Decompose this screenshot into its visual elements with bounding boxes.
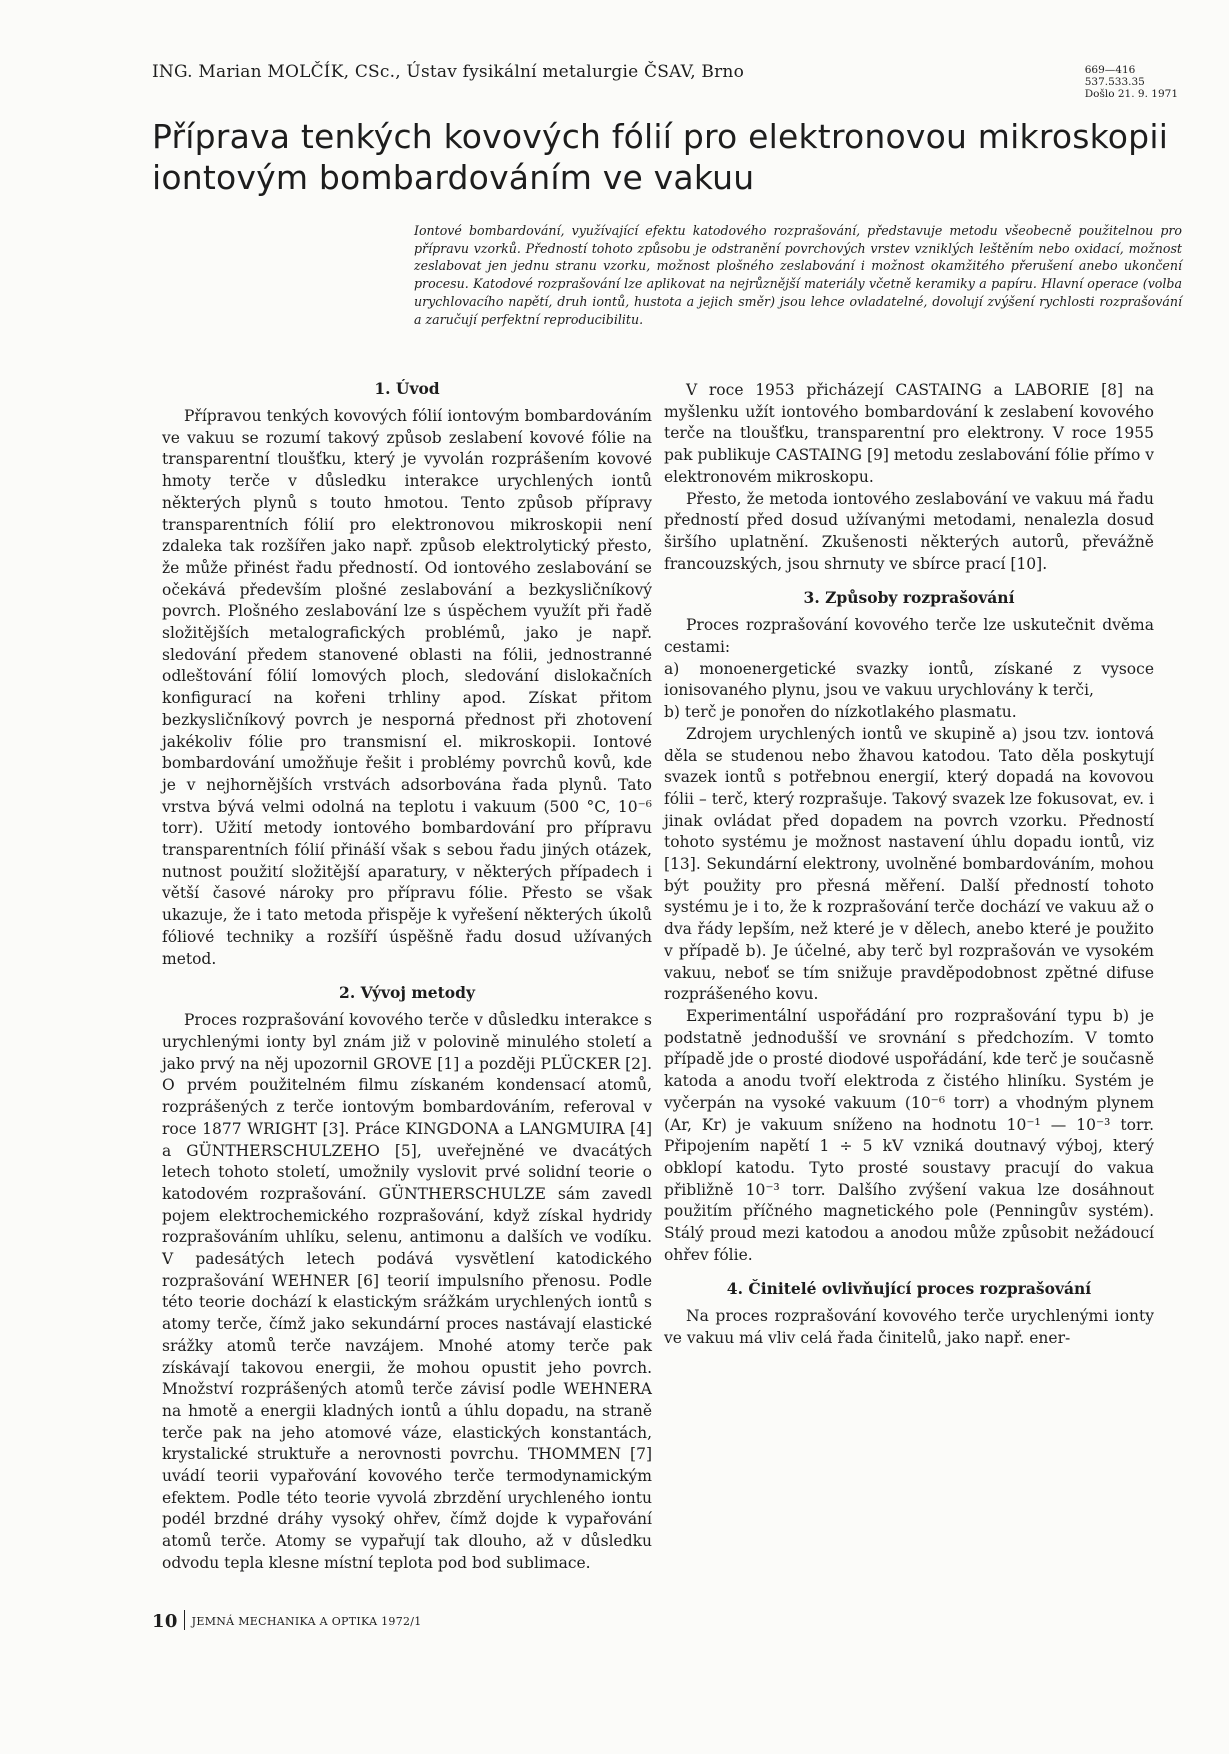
meta-received-date: Došlo 21. 9. 1971 [1084, 88, 1178, 100]
title-line-2: iontovým bombardováním ve vakuu [152, 158, 755, 197]
list-item: a) monoenergetické svazky iontů, získané z vysoce ionisovaného plynu, jsou ve vakuu urychlovány k terči, [664, 659, 1154, 700]
section-heading-methods: 3. Způsoby rozprašování [803, 588, 1015, 608]
meta-classification-1: 669—416 [1084, 64, 1136, 76]
section-heading-factors: 4. Činitelé ovlivňující proces rozprašování [726, 1279, 1092, 1299]
author-line: ING. Marian MOLČÍK, CSc., Ústav fysikální metalurgie ČSAV, Brno [152, 62, 745, 82]
list-item: b) terč je ponořen do nízkotlakého plasmatu. [664, 703, 1017, 722]
abstract: Iontové bombardování, využívající efektu katodového rozprašování, představuje metodu všeobecně použitelnou pro přípravu vzorků. Předností tohoto způsobu je odstranění povrchových vrstev vzniklých leštěním nebo oxidací, možnost zeslabovat jen jednu stranu vzorku, možnost plošného zeslabování i možnost okamžitého přerušení anebo ukončení procesu. Katodové rozprašování lze aplikovat na nejrůznější materiály včetně keramiky a papíru. Hlavní operace (volba urychlovacího napětí, druh iontů, hustota a jejich směr) jsou lehce ovladatelné, dovolují zvýšení rychlosti rozprašování a zaručují perfektní reproducibilitu. [414, 223, 1182, 327]
page-footer [152, 1610, 422, 1632]
left-column [162, 378, 652, 1575]
title-line-1: Příprava tenkých kovových fólií pro elektronovou mikroskopii [152, 117, 1169, 156]
paragraph: V roce 1953 přicházejí CASTAING a LABORIE [8] na myšlenku užít iontového bombardování k zeslabení kovového terče na tloušťku, transparentní pro elektrony. V roce 1955 pak publikuje CASTAING [9] metodu zeslabování fólie přímo v elektronovém mikroskopu. [664, 381, 1154, 486]
page-header [152, 62, 1210, 110]
paragraph: Proces rozprašování kovového terče v důsledku interakce s urychlenými ionty byl znám již v polovině minulého století a jako prvý na něj upozornil GROVE [1] a později PLÜCKER [2]. O prvém použitelném filmu získaném kondensací atomů, rozprášených z terče iontovým bombardováním, referoval v roce 1877 WRIGHT [3]. Práce KINGDONA a LANGMUIRA [4] a GÜNTHERSCHULZEHO [5], uveřejněné ve dvacátých letech tohoto století, umožnily vyslovit prvé solidní teorie o katodovém rozprašování. GÜNTHERSCHULZE sám zavedl pojem elektrochemického rozprašování, když získal hydridy rozprašováním uhlíku, selenu, antimonu a dalších ve vodíku. V padesátých letech podává vysvětlení katodického rozprašování WEHNER [6] teorií impulsního přenosu. Podle této teorie dochází k elastickým srážkám urychlených iontů s atomy terče, čímž jako sekundární proces nastávají elastické srážky atomů terče navzájem. Mnohé atomy terče pak získávají takovou energii, že mohou opustit jeho povrch. Množství rozprášených atomů terče závisí podle WEHNERA na hmotě a energii kladných iontů a úhlu dopadu, na straně terče pak na jeho atomové váze, elastických konstantách, krystalické struktuře a nerovnosti povrchu. THOMMEN [7] uvádí teorii vypařování kovového terče termodynamickým efektem. Podle této teorie vyvolá zbrzdění urychleného iontu podél brzdné dráhy vysoký ohřev, čímž dojde k vypařování atomů terče. Atomy se vypařují tak dlouho, až v důsledku odvodu tepla klesne místní teplota pod bod sublimace. [162, 1011, 652, 1572]
article-title [152, 116, 1192, 198]
section-heading-history: 2. Vývoj metody [339, 983, 475, 1003]
meta-classification-2: 537.533.35 [1084, 76, 1145, 88]
section-heading-intro: 1. Úvod [374, 379, 440, 398]
paragraph: Proces rozprašování kovového terče lze uskutečnit dvěma cestami: [664, 616, 1154, 657]
article-meta [1085, 64, 1178, 100]
page-number: 10 [152, 1611, 178, 1632]
paragraph: Experimentální uspořádání pro rozprašování typu b) je podstatně jednodušší ve srovnání s předchozím. V tomto případě jde o prosté diodové uspořádání, kde terč je současně katoda a anodu tvoří elektroda z čistého hliníku. Systém je vyčerpán na vysoké vakuum (10⁻⁶ torr) a vhodným plynem (Ar, Kr) je vakuum sníženo na hodnotu 10⁻¹ — 10⁻³ torr. Připojením napětí 1 ÷ 5 kV vzniká doutnavý výboj, který obklopí katodu. Tyto prosté soustavy pracují do vakua přibližně 10⁻³ torr. Dalšího zvýšení vakua lze dosáhnout použitím příčného magnetického pole (Penningův systém). Stálý proud mezi katodou a anodou může způsobit nežádoucí ohřev fólie. [664, 1006, 1154, 1264]
paragraph: Zdrojem urychlených iontů ve skupině a) jsou tzv. iontová děla se studenou nebo žhavou katodou. Tato děla poskytují svazek iontů s potřebnou energií, který dopadá na kovovou fólii – terč, který rozprašuje. Takový svazek lze fokusovat, ev. i jinak ovládat před dopadem na povrch vzorku. Předností tohoto systému je možnost nastavení úhlu dopadu iontů, viz [13]. Sekundární elektrony, uvolněné bombardováním, mohou být použity pro přesná měření. Další předností tohoto systému je i to, že k rozprašování terče dochází ve vakuu až o dva řády lepším, než které je v dělech, anebo které je použito v případě b). Je účelné, aby terč byl rozprašován ve vysokém vakuu, neboť se tím snižuje pravděpodobnost zpětné difuse rozprášeného kovu. [664, 724, 1154, 1004]
right-column [664, 380, 1154, 1350]
paragraph: Přípravou tenkých kovových fólií iontovým bombardováním ve vakuu se rozumí takový způsob zeslabení kovové fólie na transparentní tloušťku, který je vyvolán rozprášením kovové hmoty terče v důsledku interakce urychlených iontů některých plynů s touto hmotou. Tento způsob přípravy transparentních fólií pro elektronovou mikroskopii není zdaleka tak rozšířen jako např. způsob elektrolytický přesto, že může přinést řadu předností. Od iontového zeslabování se očekává především plošné zeslabování a bezkysličníkový povrch. Plošného zeslabování lze s úspěchem využít při řadě složitějších metalografických problémů, jako je např. sledování předem stanovené oblasti na fólii, jednostranné odleštování fólií lomových ploch, sledování dislokačních konfigurací na kořeni trhliny apod. Získat přitom bezkysličníkový povrch je nesporná přednost při zhotovení jakékoliv fólie pro transmisní el. mikroskopii. Iontové bombardování umožňuje řešit i problémy povrchů kovů, kde je v nejhornějších vrstvách adsorbována řada plynů. Tato vrstva bývá velmi odolná na teplotu i vakuum (500 °C, 10⁻⁶ torr). Užití metody iontového bombardování pro přípravu transparentních fólií přináší však s sebou řadu jiných otázek, nutnost použití složitější aparatury, v některých případech i větší časové nároky pro přípravu fólie. Přesto se však ukazuje, že i tato metoda přispěje k vyřešení některých úkolů fóliové techniky a rozšíří úspěšně řadu dosud užívaných metod. [162, 407, 652, 968]
paragraph: Na proces rozprašování kovového terče urychlenými ionty ve vakuu má vliv celá řada činitelů, jako např. ener- [664, 1307, 1154, 1348]
footer-divider [184, 1610, 185, 1630]
journal-name: JEMNÁ MECHANIKA A OPTIKA 1972/1 [191, 1615, 422, 1628]
paragraph: Přesto, že metoda iontového zeslabování ve vakuu má řadu předností před dosud užívanými metodami, nenalezla dosud širšího uplatnění. Zkušenosti některých autorů, převážně francouzských, jsou shrnuty ve sbírce prací [10]. [664, 489, 1154, 573]
